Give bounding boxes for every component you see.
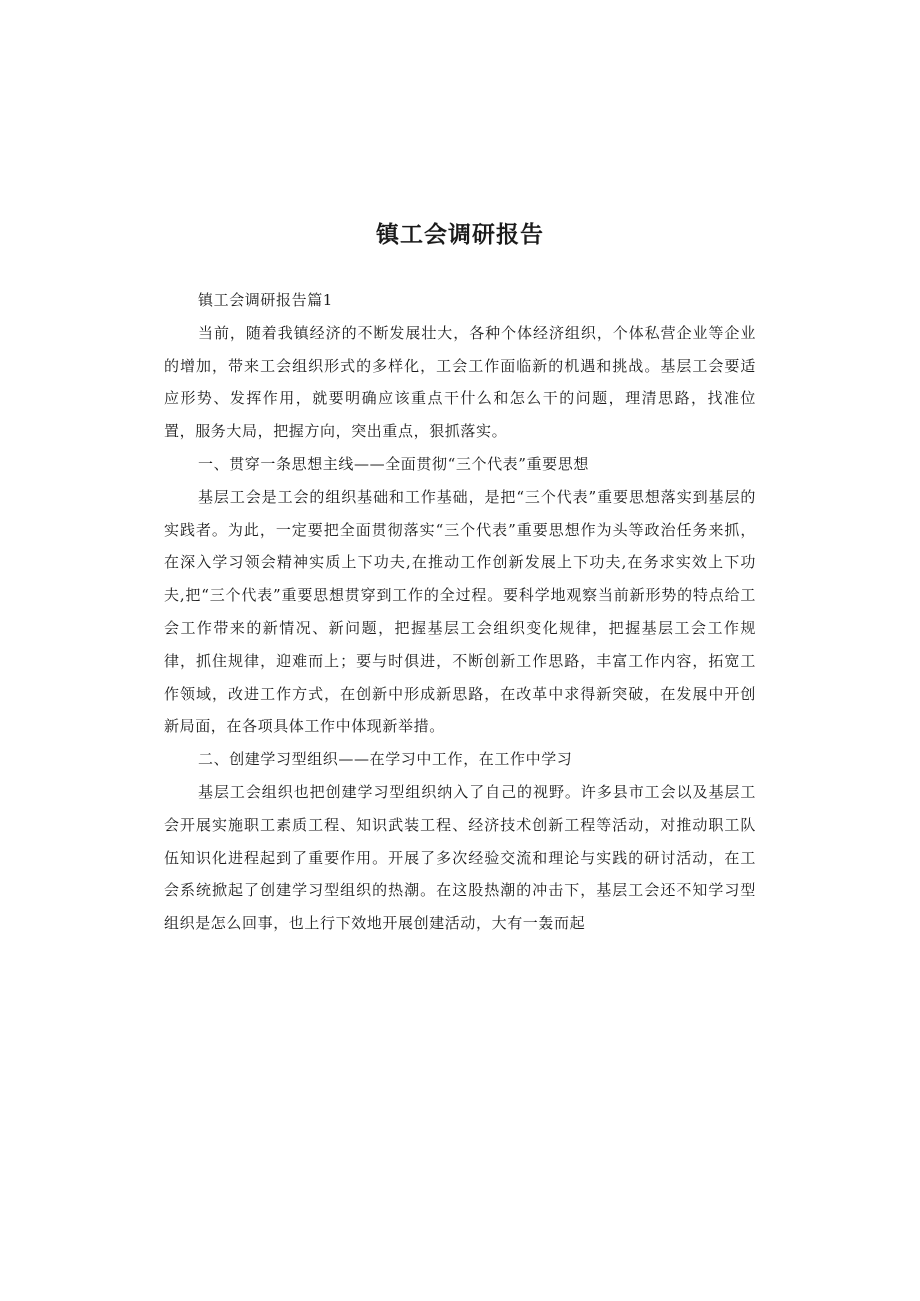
paragraph-section-1: 基层工会是工会的组织基础和工作基础，是把“三个代表”重要思想落实到基层的实践者。为此，一定要把全面贯彻落实“三个代表”重要思想作为头等政治任务来抓，在深入学习领会精神实质上下功夫,在推动工作创新发展上下功夫,在务求实效上下功夫,把“三个代表”重要思想贯穿到工作的全过程。要科学地观察当前新形势的特点给工会工作带来的新情况、新问题，把握基层工会组织变化规律，把握基层工会工作规律，抓住规律，迎难而上；要与时俱进，不断创新工作思路，丰富工作内容，拓宽工作领域，改进工作方式，在创新中形成新思路，在改革中求得新突破，在发展中开创新局面，在各项具体工作中体现新举措。 (164, 487, 756, 736)
paragraph-intro: 当前，随着我镇经济的不断发展壮大，各种个体经济组织，个体私营企业等企业的增加，带来工会组织形式的多样化，工会工作面临新的机遇和挑战。基层工会要适应形势、发挥作用，就要明确应该重点干什么和怎么干的问题，理清思路，找准位置，服务大局，把握方向，突出重点，狠抓落实。 (164, 323, 756, 441)
document-title: 镇工会调研报告 (376, 222, 544, 248)
paragraph-section-2: 基层工会组织也把创建学习型组织纳入了自己的视野。许多县市工会以及基层工会开展实施职工素质工程、知识武装工程、经济技术创新工程等活动，对推动职工队伍知识化进程起到了重要作用。开展了多次经验交流和理论与实践的研讨活动，在工会系统掀起了创建学习型组织的热潮。在这股热潮的冲击下，基层工会还不知学习型组织是怎么回事，也上行下效地开展创建活动，大有一轰而起 (164, 782, 756, 933)
section-subtitle: 镇工会调研报告篇1 (198, 291, 333, 309)
heading-section-1: 一、贯穿一条思想主线——全面贯彻“三个代表”重要思想 (198, 454, 589, 473)
document-body (164, 284, 756, 940)
heading-section-2: 二、创建学习型组织——在学习中工作，在工作中学习 (198, 750, 573, 769)
